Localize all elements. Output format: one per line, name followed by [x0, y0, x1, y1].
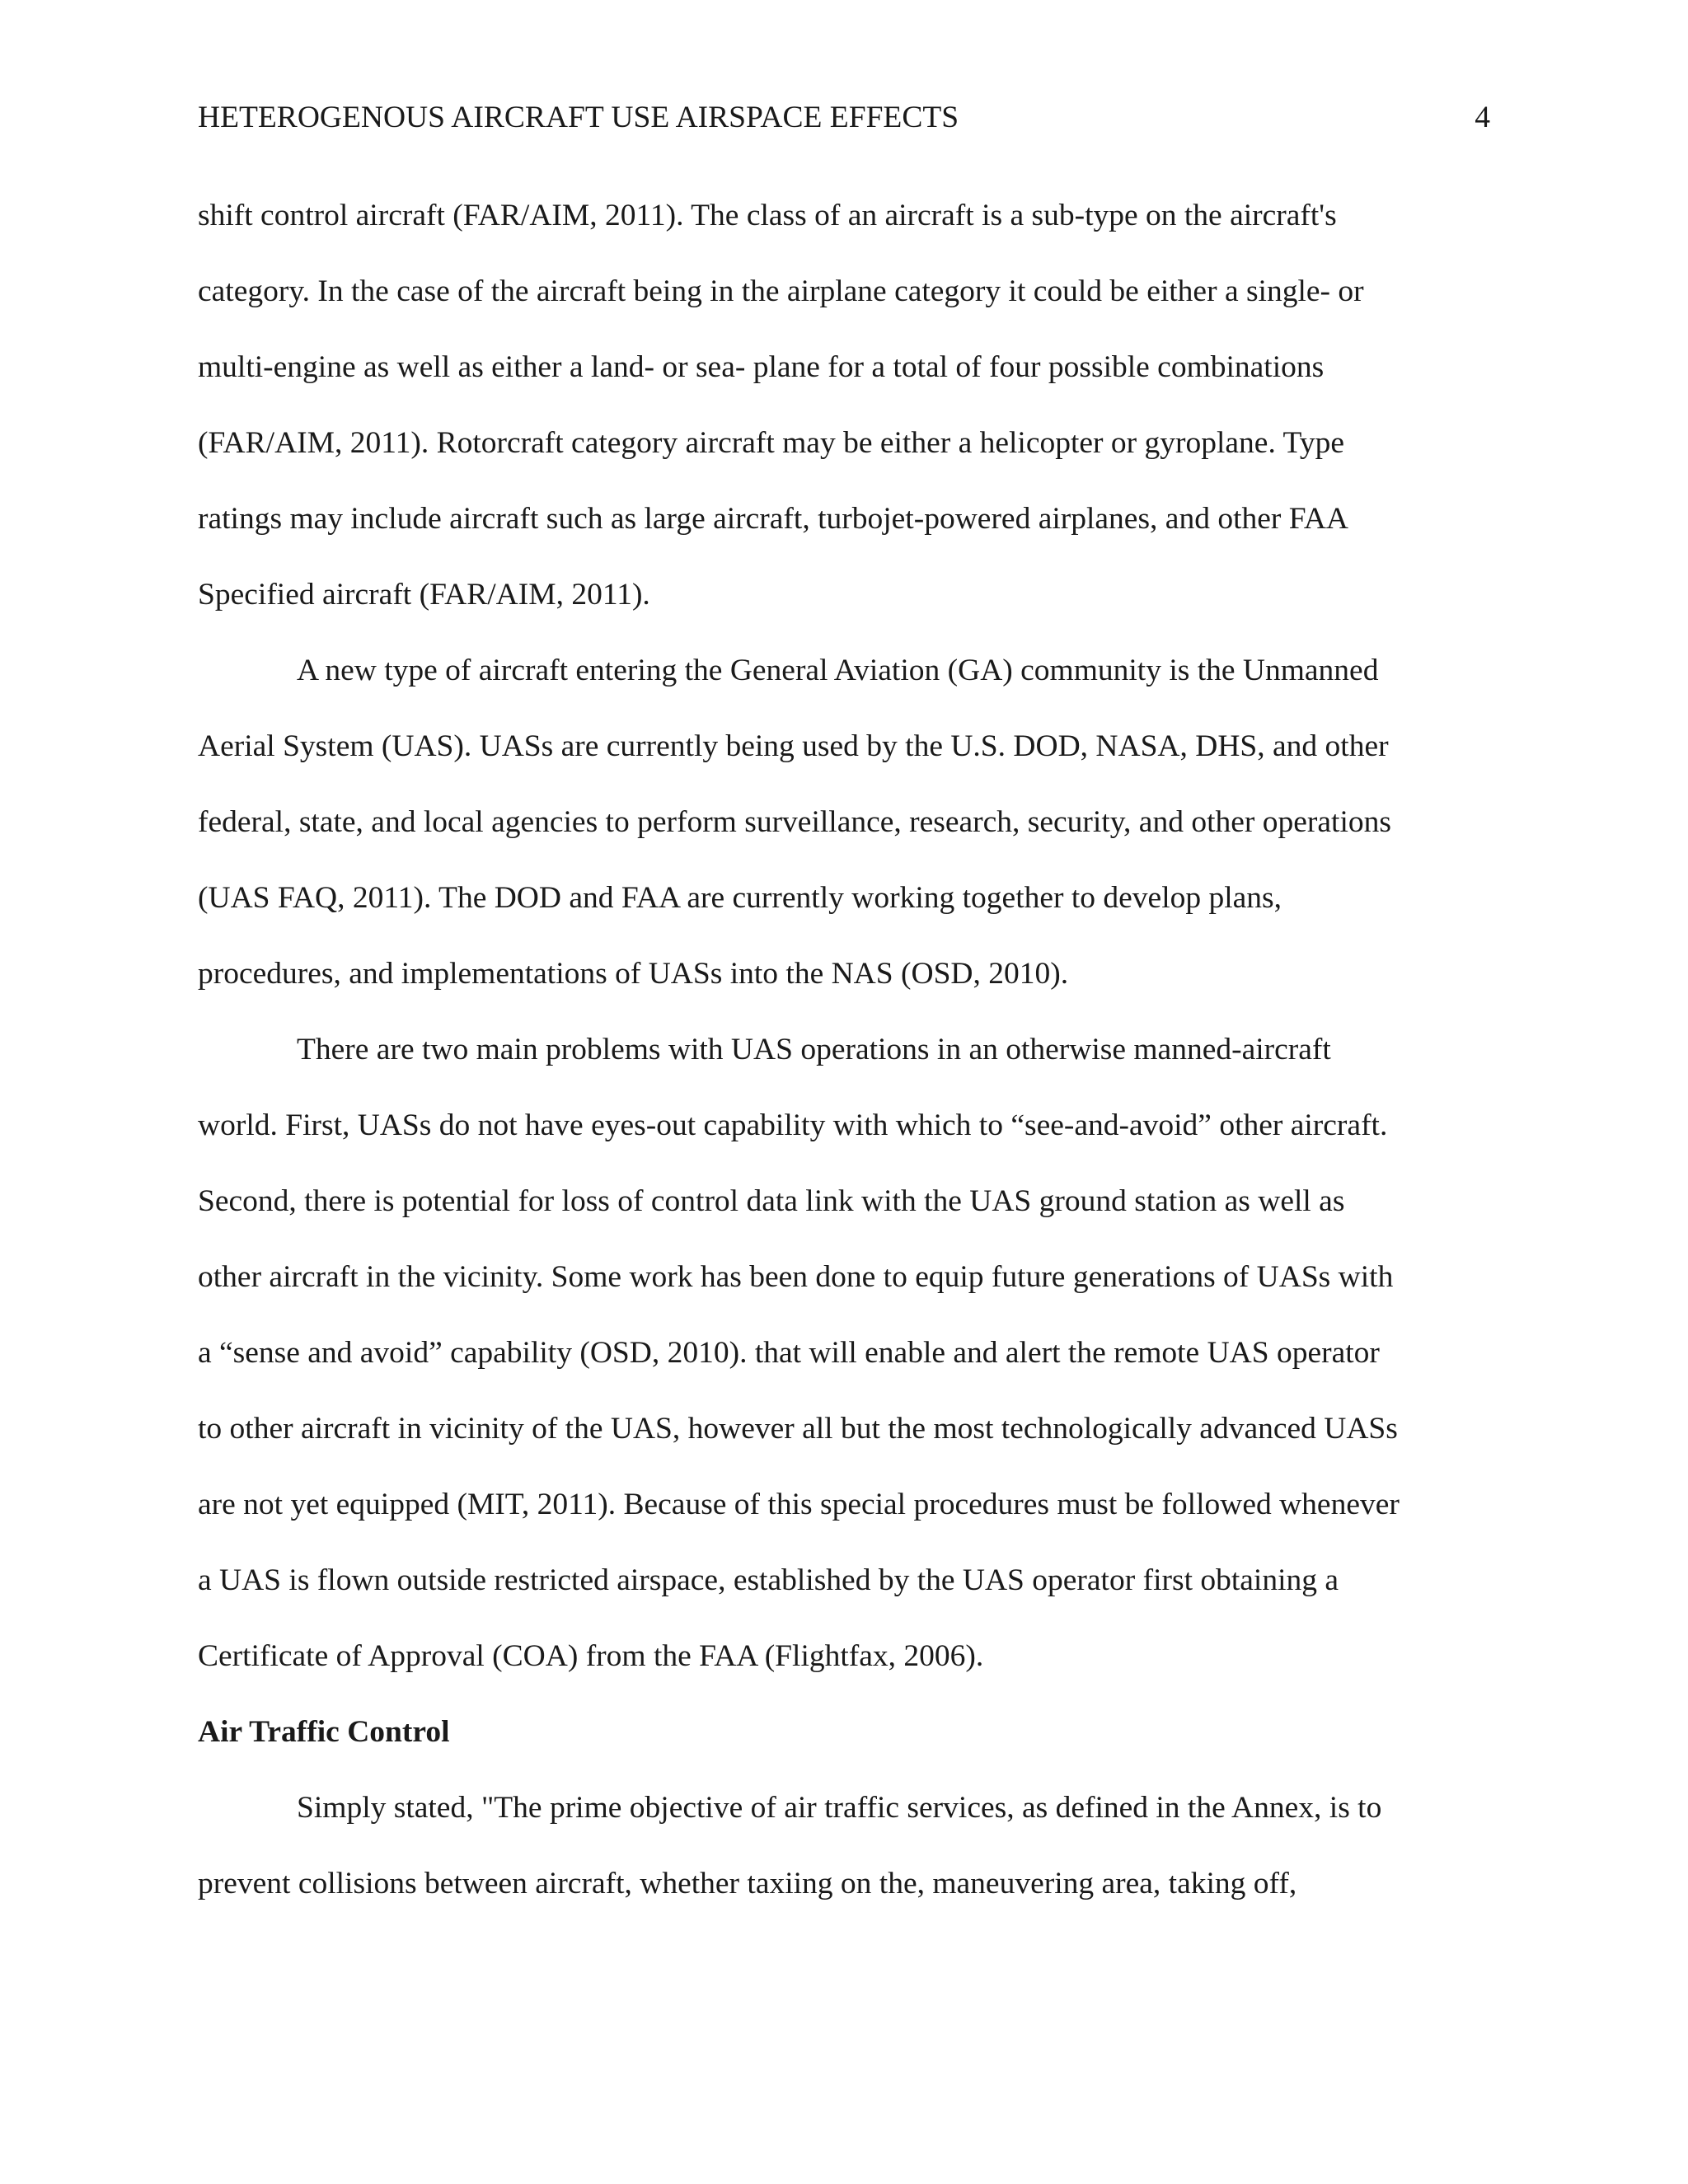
- text-line: Aerial System (UAS). UASs are currently being used by the U.S. DOD, NASA, DHS, and other: [198, 729, 1389, 763]
- text-line: a “sense and avoid” capability (OSD, 2010). that will enable and alert the remote UAS operator: [198, 1336, 1380, 1370]
- text-line: are not yet equipped (MIT, 2011). Because of this special procedures must be followed whenever: [198, 1488, 1400, 1521]
- text-line: multi-engine as well as either a land- or sea- plane for a total of four possible combinations: [198, 350, 1325, 384]
- text-line: procedures, and implementations of UASs into the NAS (OSD, 2010).: [198, 957, 1069, 991]
- section-heading: Air Traffic Control: [198, 1715, 450, 1749]
- text-line: world. First, UASs do not have eyes-out capability with which to “see-and-avoid” other aircraft.: [198, 1108, 1388, 1142]
- running-head: [198, 97, 1490, 138]
- text-line: a UAS is flown outside restricted airspace, established by the UAS operator first obtaining a: [198, 1563, 1339, 1597]
- text-line: Second, there is potential for loss of control data link with the UAS ground station as well as: [198, 1184, 1345, 1218]
- text-line: Simply stated, "The prime objective of air traffic services, as defined in the Annex, is to: [297, 1791, 1382, 1825]
- page-number: 4: [1475, 101, 1490, 134]
- text-line: (FAR/AIM, 2011). Rotorcraft category aircraft may be either a helicopter or gyroplane. Type: [198, 426, 1344, 460]
- text-line: shift control aircraft (FAR/AIM, 2011). The class of an aircraft is a sub-type on the aircraft's: [198, 199, 1337, 232]
- body-text: [198, 195, 1492, 1939]
- text-line: Specified aircraft (FAR/AIM, 2011).: [198, 578, 650, 612]
- text-line: (UAS FAQ, 2011). The DOD and FAA are currently working together to develop plans,: [198, 881, 1282, 915]
- text-line: category. In the case of the aircraft being in the airplane category it could be either a single- or: [198, 274, 1364, 308]
- text-line: other aircraft in the vicinity. Some work has been done to equip future generations of UASs with: [198, 1260, 1394, 1294]
- text-line: prevent collisions between aircraft, whether taxiing on the, maneuvering area, taking off,: [198, 1867, 1297, 1900]
- text-line: There are two main problems with UAS operations in an otherwise manned-aircraft: [297, 1033, 1331, 1066]
- text-line: ratings may include aircraft such as large aircraft, turbojet-powered airplanes, and other FAA: [198, 502, 1348, 536]
- running-head-title: HETEROGENOUS AIRCRAFT USE AIRSPACE EFFECTS: [198, 101, 959, 134]
- text-line: A new type of aircraft entering the General Aviation (GA) community is the Unmanned: [297, 654, 1379, 687]
- text-line: Certificate of Approval (COA) from the FAA (Flightfax, 2006).: [198, 1639, 984, 1673]
- text-line: federal, state, and local agencies to perform surveillance, research, security, and other operations: [198, 805, 1391, 839]
- text-line: to other aircraft in vicinity of the UAS, however all but the most technologically advanced UASs: [198, 1412, 1398, 1446]
